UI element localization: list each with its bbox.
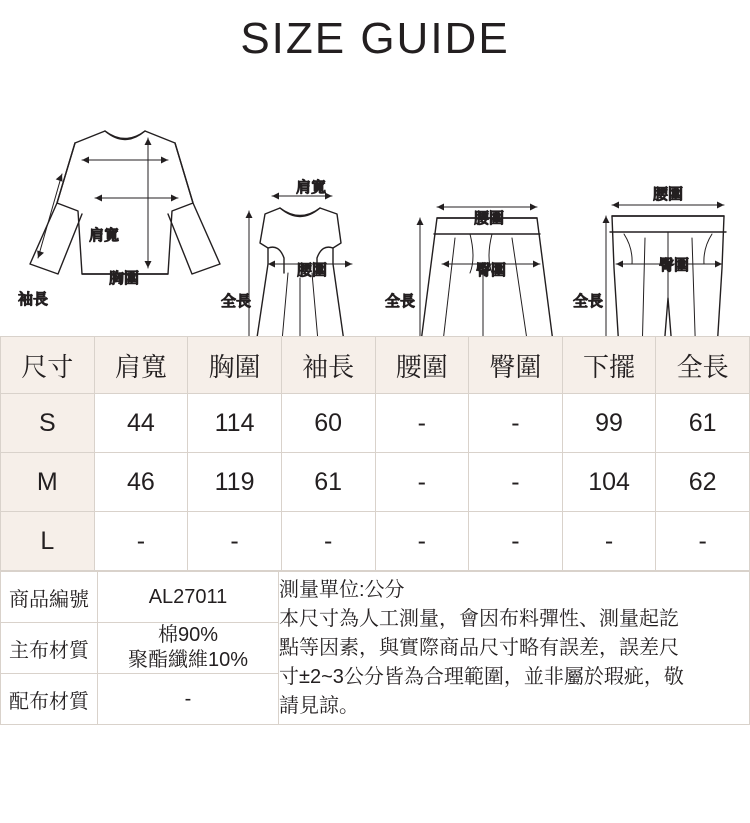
header-hem: 下擺 <box>562 337 656 394</box>
note-line-5: 請見諒。 <box>279 694 359 717</box>
note-line-3: 點等因素，與實際商品尺寸略有誤差，誤差尺 <box>279 636 679 659</box>
cell-l-sleeve: - <box>281 512 375 571</box>
cell-m-length: 62 <box>656 453 750 512</box>
label-trousers-waist: 腰圍 <box>652 186 684 203</box>
cell-m-sleeve: 61 <box>281 453 375 512</box>
cell-s-shoulder: 44 <box>94 394 188 453</box>
label-dress-shoulder: 肩寬 <box>295 179 327 196</box>
label-skirt-hip: 臀圍 <box>475 262 507 279</box>
page-title: SIZE GUIDE <box>240 14 510 63</box>
measurement-note <box>279 572 750 725</box>
note-line-4: 寸±2~3公分皆為合理範圍，並非屬於瑕疵，敬 <box>279 665 684 688</box>
header-sleeve: 袖長 <box>281 337 375 394</box>
label-trousers-hip: 臀圍 <box>658 257 690 274</box>
cell-s-sleeve: 60 <box>281 394 375 453</box>
cell-m-chest: 119 <box>188 453 282 512</box>
cell-l-hem: - <box>562 512 656 571</box>
main-fabric-line-2: 聚酯纖維10% <box>127 649 249 671</box>
label-trousers-length: 全長 <box>572 293 604 310</box>
label-top-chest: 胸圍 <box>108 270 140 287</box>
row-size-m: M <box>1 453 95 512</box>
main-fabric-line-1: 棉90% <box>157 624 219 646</box>
header-size: 尺寸 <box>1 337 95 394</box>
header-length: 全長 <box>656 337 750 394</box>
info-row-product-code <box>1 572 750 623</box>
label-skirt-length: 全長 <box>384 293 416 310</box>
cell-s-waist: - <box>375 394 469 453</box>
cell-m-hem: 104 <box>562 453 656 512</box>
label-dress-waist: 腰圍 <box>296 262 328 279</box>
cell-s-hip: - <box>469 394 563 453</box>
cell-s-length: 61 <box>656 394 750 453</box>
note-line-2: 本尺寸為人工測量，會因布料彈性、測量起訖 <box>279 607 679 630</box>
info-label-sub-fabric: 配布材質 <box>1 674 98 725</box>
note-line-1: 測量單位:公分 <box>279 578 405 601</box>
info-label-product-code: 商品編號 <box>1 572 98 623</box>
header-hip: 臀圍 <box>469 337 563 394</box>
label-skirt-waist: 腰圍 <box>473 210 505 227</box>
cell-l-length: - <box>656 512 750 571</box>
table-row <box>1 453 750 512</box>
garment-illustrations <box>0 68 750 336</box>
label-dress-length: 全長 <box>220 293 252 310</box>
cell-s-hem: 99 <box>562 394 656 453</box>
info-value-sub-fabric: - <box>98 674 279 725</box>
illustration-top <box>30 131 220 274</box>
info-label-main-fabric: 主布材質 <box>1 623 98 674</box>
cell-l-waist: - <box>375 512 469 571</box>
header-shoulder: 肩寬 <box>94 337 188 394</box>
table-row <box>1 394 750 453</box>
cell-s-chest: 114 <box>188 394 282 453</box>
cell-l-chest: - <box>188 512 282 571</box>
table-header-row <box>1 337 750 394</box>
label-top-shoulder: 肩寬 <box>88 227 120 244</box>
cell-l-hip: - <box>469 512 563 571</box>
cell-m-hip: - <box>469 453 563 512</box>
row-size-l: L <box>1 512 95 571</box>
cell-m-shoulder: 46 <box>94 453 188 512</box>
header-waist: 腰圍 <box>375 337 469 394</box>
row-size-s: S <box>1 394 95 453</box>
info-value-product-code: AL27011 <box>98 572 279 623</box>
header-chest: 胸圍 <box>188 337 282 394</box>
size-table <box>0 336 750 571</box>
table-row <box>1 512 750 571</box>
cell-l-shoulder: - <box>94 512 188 571</box>
cell-m-waist: - <box>375 453 469 512</box>
info-value-main-fabric <box>98 623 279 674</box>
product-info-table <box>0 571 750 725</box>
label-top-sleeve: 袖長 <box>17 291 49 308</box>
